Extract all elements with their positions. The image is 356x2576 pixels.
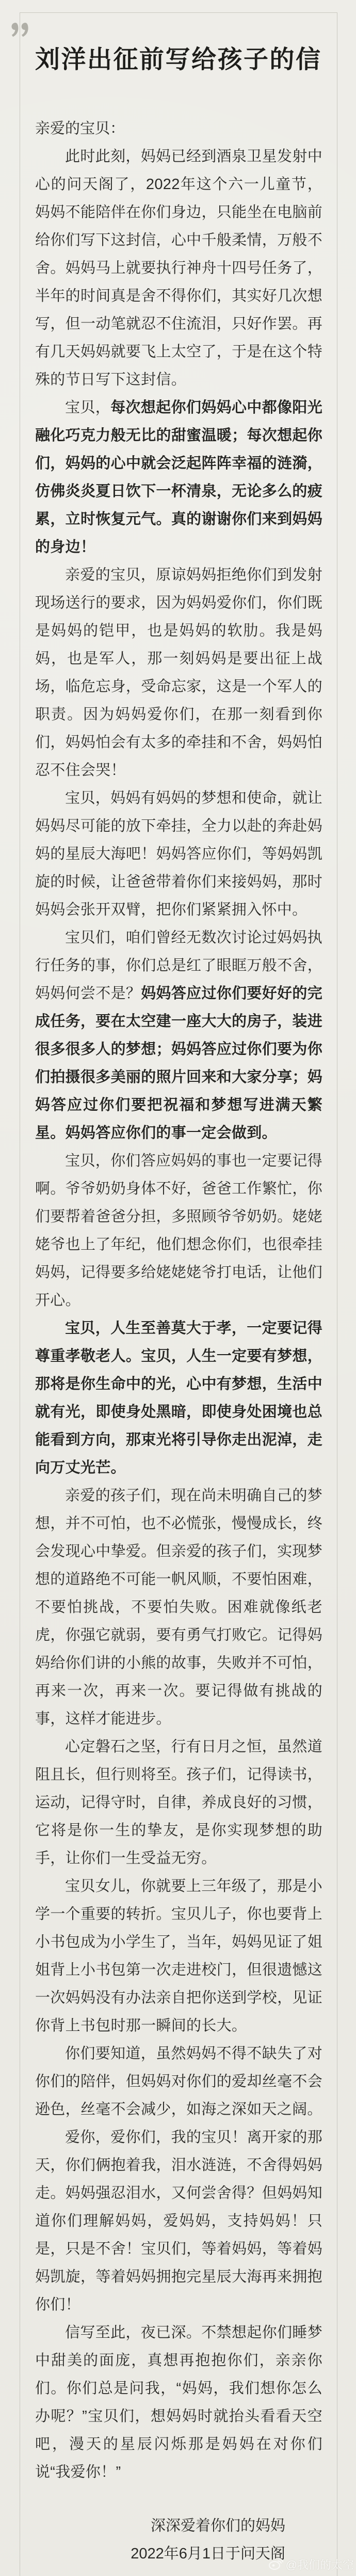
- text-run: 亲爱的宝贝，原谅妈妈拒绝你们到发射现场送行的要求，因为妈妈爱你们，你们既是妈妈的铠甲，也是妈妈的软肋。我是妈妈，也是军人，那一刻妈妈是要出征上战场，临危忘身，受命忘家，这是一个军人的职责。因为妈妈爱你们，在那一刻看到你们，妈妈怕会有太多的牵挂和不舍，妈妈怕忍不住会哭！: [35, 567, 322, 779]
- letter-paragraph: [35, 561, 322, 784]
- letter-paragraph: [35, 1482, 322, 1733]
- weibo-icon: [269, 2557, 283, 2573]
- text-run: 心定磐石之坚，行有日月之恒，虽然道阻且长，但行则将至。孩子们，记得读书，运动，记得守时，自律，养成良好的习惯，它将是你一生的挚友，是你实现梦想的助手，让你们一生受益无穷。: [35, 1739, 322, 1867]
- signature: 深深爱着你们的妈妈: [150, 2518, 285, 2534]
- text-run: 宝贝，: [65, 399, 111, 416]
- bold-text-run: 妈妈答应过你们要好好的完成任务，要在太空建一座大大的房子，装进很多很多人的梦想；妈妈答应过你们要为你们拍摄很多美丽的照片回来和大家分享；妈妈答应过你们要把祝福和梦想写进满天繁星。妈妈答应你们的事一定会做到。: [35, 985, 322, 1141]
- letter-paragraph: [35, 2123, 322, 2319]
- text-run: 信写至此，夜已深。不禁想起你们睡梦中甜美的面庞，真想再抱抱你们，亲亲你们。你们总是问我，“妈妈，我们想你怎么办呢？”宝贝们，想妈妈时就抬头看看天空吧，漫天的星辰闪烁那是妈妈在对你们说“我爱你！”: [35, 2324, 322, 2480]
- letter-paragraph: [35, 924, 322, 1147]
- weibo-watermark: [269, 2557, 354, 2573]
- salutation: 亲爱的宝贝：: [35, 120, 125, 137]
- watermark-text: @我们的太空: [285, 2558, 354, 2571]
- letter-body: [35, 143, 322, 2486]
- page-title: 刘洋出征前写给孩子的信: [35, 46, 322, 73]
- text-run: 你们要知道，虽然妈妈不得不缺失了对你们的陪伴，但妈妈对你们的爱却丝毫不会逊色，丝毫不会减少，如海之深如天之阔。: [35, 2045, 322, 2118]
- letter-paragraph: [35, 1314, 322, 1482]
- letter-paragraph: [35, 2319, 322, 2486]
- bold-text-run: 每次想起你们妈妈心中都像阳光融化巧克力般无比的甜蜜温暖；每次想起你们，妈妈的心中就会泛起阵阵幸福的涟漪，仿佛炎炎夏日饮下一杯清泉，无论多么的疲累，立时恢复元气。真的谢谢你们来到妈妈的身边！: [35, 399, 323, 555]
- date-line: 2022年6月1日于问天阁: [131, 2546, 285, 2562]
- letter-content: [35, 45, 322, 2486]
- text-run: 宝贝，妈妈有妈妈的梦想和使命，就让妈妈尽可能的放下牵挂，全力以赴的奔赴妈妈的星辰大海吧！妈妈答应你们，等妈妈凯旋的时候，让爸爸带着你们来接妈妈，那时妈妈会张开双臂，把你们紧紧拥入怀中。: [35, 790, 322, 918]
- letter-paragraph: [35, 2040, 322, 2123]
- text-run: 宝贝，你们答应妈妈的事也一定要记得啊。爷爷奶奶身体不好，爸爸工作繁忙，你们要帮着爸爸分担，多照顾爷爷奶奶。姥姥姥爷也上了年纪，他们想念你们，也很牵挂妈妈，记得要多给姥姥姥爷打电话，让他们开心。: [35, 1153, 322, 1309]
- letter-paragraph: [35, 143, 322, 394]
- open-quote-icon: [11, 23, 29, 38]
- text-run: 此时此刻，妈妈已经到酒泉卫星发射中心的问天阁了，2022年这个六一儿童节，妈妈不能陪伴在你们身边，只能坐在电脑前给你们写下这封信，心中千般柔情，万般不舍。妈妈马上就要执行神舟十四号任务了，半年的时间真是舍不得你们，其实好几次想写，但一动笔就忍不住流泪，只好作罢。再有几天妈妈就要飞上太空了，于是在这个特殊的节日写下这封信。: [35, 148, 322, 388]
- letter-paragraph: [35, 1733, 322, 1872]
- open-quote-glyph: [11, 23, 29, 38]
- text-run: 亲爱的孩子们，现在尚未明确自己的梦想，并不可怕，也不必慌张，慢慢成长，终会发现心中挚爱。但亲爱的孩子们，实现梦想的道路绝不可能一帆风顺，不要怕困难，不要怕挑战，不要怕失败。困难就像纸老虎，你强它就弱，要有勇气打败它。记得妈妈给你们讲的小熊的故事，失败并不可怕，再来一次，再来一次。要记得做有挑战的事，这样才能进步。: [35, 1487, 322, 1727]
- letter-paragraph: [35, 1872, 322, 2040]
- letter-paragraph: [35, 1147, 322, 1314]
- letter-paragraph: [35, 784, 322, 924]
- text-run: 宝贝们，咱们曾经无数次讨论过妈妈执行任务的事，你们总是红了眼眶万般不舍，妈妈何尝不是？: [35, 929, 322, 1002]
- letter-paragraph: [35, 394, 322, 561]
- text-run: 宝贝女儿，你就要上三年级了，那是小学一个重要的转折。宝贝儿子，你也要背上小书包成为小学生了，当年，妈妈见证了姐姐背上小书包第一次走进校门，但很遗憾这一次妈妈没有办法亲自把你送到学校，见证你背上书包时那一瞬间的长大。: [35, 1878, 322, 2034]
- bold-text-run: 宝贝，人生至善莫大于孝，一定要记得尊重孝敬老人。宝贝，人生一定要有梦想，那将是你生命中的光，心中有梦想，生活中就有光，即使身处黑暗，即使身处困境也总能看到方向，那束光将引导你走出泥淖，走向万丈光芒。: [35, 1320, 322, 1476]
- text-run: 爱你，爱你们，我的宝贝！离开家的那天，你们俩抱着我，泪水涟涟，不舍得妈妈走。妈妈强忍泪水，又何尝舍得？但妈妈知道你们理解妈妈，爱妈妈，支持妈妈！只是，只是不舍！宝贝们，等着妈妈，等着妈妈凯旋，等着妈妈拥抱完星辰大海再来拥抱你们！: [35, 2129, 322, 2313]
